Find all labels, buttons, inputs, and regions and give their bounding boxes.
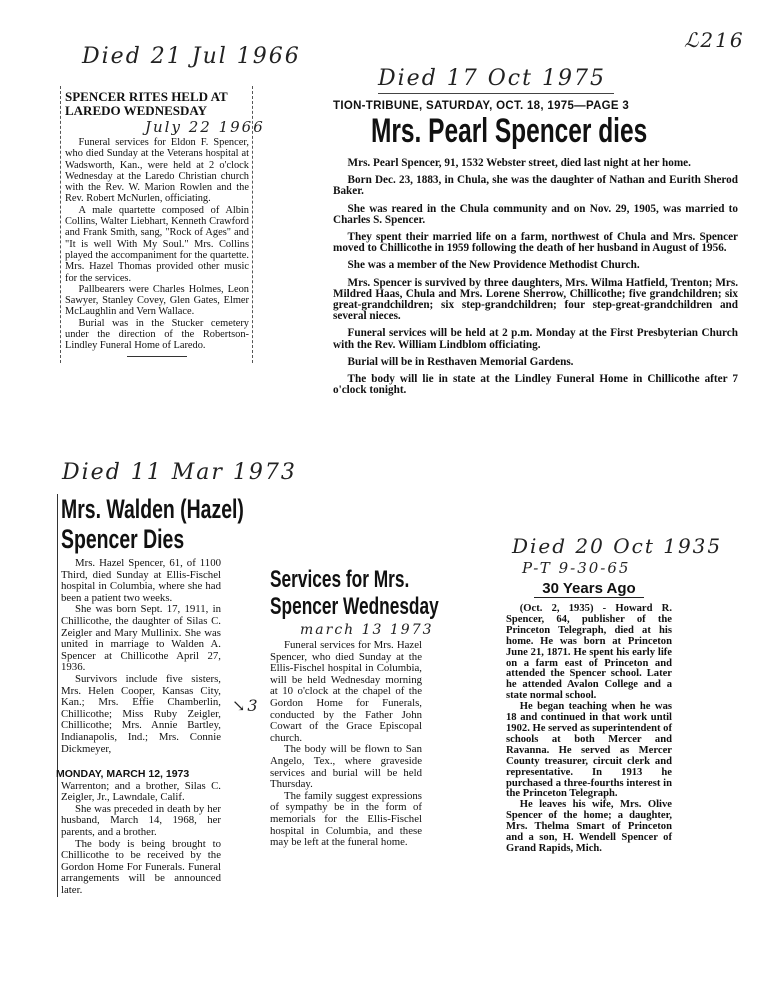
paragraph: Funeral services for Mrs. Hazel Spencer, who died Sunday at the Ellis-Fischel hospital in Columbia, will be held Wednesday morning at 10 o'clock at the chapel of the Gordon Home for Funerals, conducted by the Father John Cowart of the Grace Episcopal church. <box>270 639 422 744</box>
clipping-headline: 30 Years Ago <box>534 580 644 598</box>
paragraph: Pallbearers were Charles Holmes, Leon Sawyer, Stanley Covey, Glen Gates, Elmer McLaughlin and Vern Wallace. <box>65 283 249 318</box>
clipping-headline-line1: Services for Mrs. <box>270 566 410 593</box>
paragraph: He began teaching when he was 18 and continued in that work until 1902. He served as superintendent of schools at both Mercer and Ravanna. He served as Mercer County treasurer, circuit clerk and representative. In 1913 he purchased a three-fourths interest in the Princeton Telegraph. <box>506 701 672 800</box>
clipping-headline: Mrs. Pearl Spencer dies <box>371 112 648 150</box>
paragraph: She was reared in the Chula community and on Nov. 29, 1905, was married to Charles S. Spencer. <box>333 202 738 226</box>
paragraph: She was preceded in death by her husband, March 14, 1968, her parents, and a brother. <box>61 802 221 839</box>
clipping-body <box>333 158 738 396</box>
paragraph: Funeral services will be held at 2 p.m. Monday at the First Presbyterian Church with the Rev. William Lindblom officiating. <box>333 327 738 351</box>
newspaper-dateline: MONDAY, MARCH 12, 1973 <box>56 768 190 781</box>
paragraph: The body will lie in state at the Lindley Funeral Home in Chillicothe after 7 o'clock tonight. <box>333 373 738 397</box>
paragraph: They spent their married life on a farm, northwest of Chula and Mrs. Spencer moved to Chillicothe in 1959 following the death of her husband in August of 1956. <box>333 231 738 255</box>
paragraph: Burial was in the Stucker cemetery under the direction of the Robertson-Lindley Funeral Home of Laredo. <box>65 317 249 352</box>
handwritten-publication-date: P-T 9-30-65 <box>522 559 631 577</box>
clipping-pearl-spencer <box>333 100 738 402</box>
clipping-services-for-mrs-spencer <box>270 566 439 849</box>
handwritten-death-date: Died 21 Jul 1966 <box>82 44 301 69</box>
paragraph: The family suggest expressions of sympathy be in the form of memorials for the Ellis-Fischel hospital in Columbia, and these may be left at the funeral home. <box>270 789 422 849</box>
paragraph: She was a member of the New Providence Methodist Church. <box>347 259 640 272</box>
clipping-headline-line1: Mrs. Walden (Hazel) <box>61 494 244 524</box>
paragraph: Warrenton; and a brother, Silas C. Zeigler, Jr., Lawndale, Calif. <box>61 779 221 804</box>
paragraph: Mrs. Pearl Spencer, 91, 1532 Webster street, died last night at her home. <box>347 157 691 169</box>
clipping-body <box>506 604 672 855</box>
paragraph: She was born Sept. 17, 1911, in Chillicothe, the daughter of Silas C. Zeigler and Mary Mullinix. She was united in marriage to Walden A. Spencer at Chillicothe April 27, 1936. <box>61 603 221 674</box>
clipping-eldon-spencer <box>60 86 265 363</box>
handwritten-death-date: Died 20 Oct 1935 <box>512 534 723 558</box>
clipping-headline-line2: Spencer Dies <box>61 524 185 554</box>
page-reference-annotation: ℒ216 <box>684 28 745 52</box>
paragraph: The body is being brought to Chillicothe to be received by the Gordon Home For Funerals. Funeral arrangements will be announced later. <box>61 837 221 897</box>
paragraph: (Oct. 2, 1935) - Howard R. Spencer, 64, publisher of the Princeton Telegraph, died at his home. He was born at Princeton June 21, 1871. He spent his early life on a farm east of Princeton and attended the Spencer school. Later he attended Avalon College and a state normal school. <box>506 603 672 702</box>
paragraph: Funeral services for Eldon F. Spencer, who died Sunday at the Veterans hospital at Wadsworth, Kan., were held at 2 o'clock Wednesday at the Laredo Christian church with the Rev. W. Marion Rowlen and the Rev. Robert McNurlen, officiating. <box>65 137 249 205</box>
paragraph: Survivors include five sisters, Mrs. Helen Cooper, Kansas City, Kan.; Mrs. Effie Chamberlin, Chillicothe; Miss Ruby Zeigler, Chillicothe; Mrs. Annie Bartley, Indianapolis, Ind.; Mrs. Connie Dickmeyer, <box>61 672 221 755</box>
clipping-body <box>65 137 249 352</box>
paragraph: Mrs. Hazel Spencer, 61, of 1100 Third, died Sunday at Ellis-Fischel hospital in Columbia, where she had been a patient two weeks. <box>61 557 221 604</box>
clipping-body <box>270 640 422 849</box>
paragraph: Born Dec. 23, 1883, in Chula, she was the daughter of Nathan and Eurith Sherod Baker. <box>333 174 738 198</box>
clipping-headline-line2: Spencer Wednesday <box>270 593 439 620</box>
handwritten-death-date: Died 11 Mar 1973 <box>62 460 297 485</box>
divider <box>127 356 187 357</box>
handwritten-publication-date: march 13 1973 <box>300 622 434 638</box>
clipping-headline: SPENCER RITES HELD AT LAREDO WEDNESDAY <box>65 89 228 118</box>
handwritten-death-date: Died 17 Oct 1975 <box>378 66 614 94</box>
clipping-hazel-spencer-dies <box>56 494 244 897</box>
paragraph: The body will be flown to San Angelo, Tex., where graveside services and burial will be held Thursday. <box>270 743 422 791</box>
paragraph: Mrs. Spencer is survived by three daughters, Mrs. Wilma Hatfield, Trenton; Mrs. Mildred Haas, Chula and Mrs. Lorene Sherrow, Chillicothe; five grandchildren; six great-grandchildren; six step-grandchildren; four step-great-grandchildren and several nieces. <box>333 276 738 323</box>
clipping-howard-spencer <box>506 534 723 855</box>
handwritten-publication-date: July 22 1966 <box>145 118 265 136</box>
clipping-body <box>56 557 221 897</box>
paragraph: A male quartette composed of Albin Collins, Walter Liebhart, Kenneth Crawford and Frank Smith, sang, "Rock of Ages" and "It is well With My Soul." Mrs. Collins played the accompaniment for the quartette. Mrs. Hazel Thomas provided other music for the services. <box>65 204 249 284</box>
paragraph: Burial will be in Resthaven Memorial Gardens. <box>347 355 574 368</box>
margin-arrow-mark: ↘3 <box>232 696 260 715</box>
paragraph: He leaves his wife, Mrs. Olive Spencer of the home; a daughter, Mrs. Thelma Smart of Princeton and a son, H. Wendell Spencer of Grand Rapids, Mich. <box>506 799 672 854</box>
newspaper-masthead: TION-TRIBUNE, SATURDAY, OCT. 18, 1975—PAGE 3 <box>333 100 630 112</box>
